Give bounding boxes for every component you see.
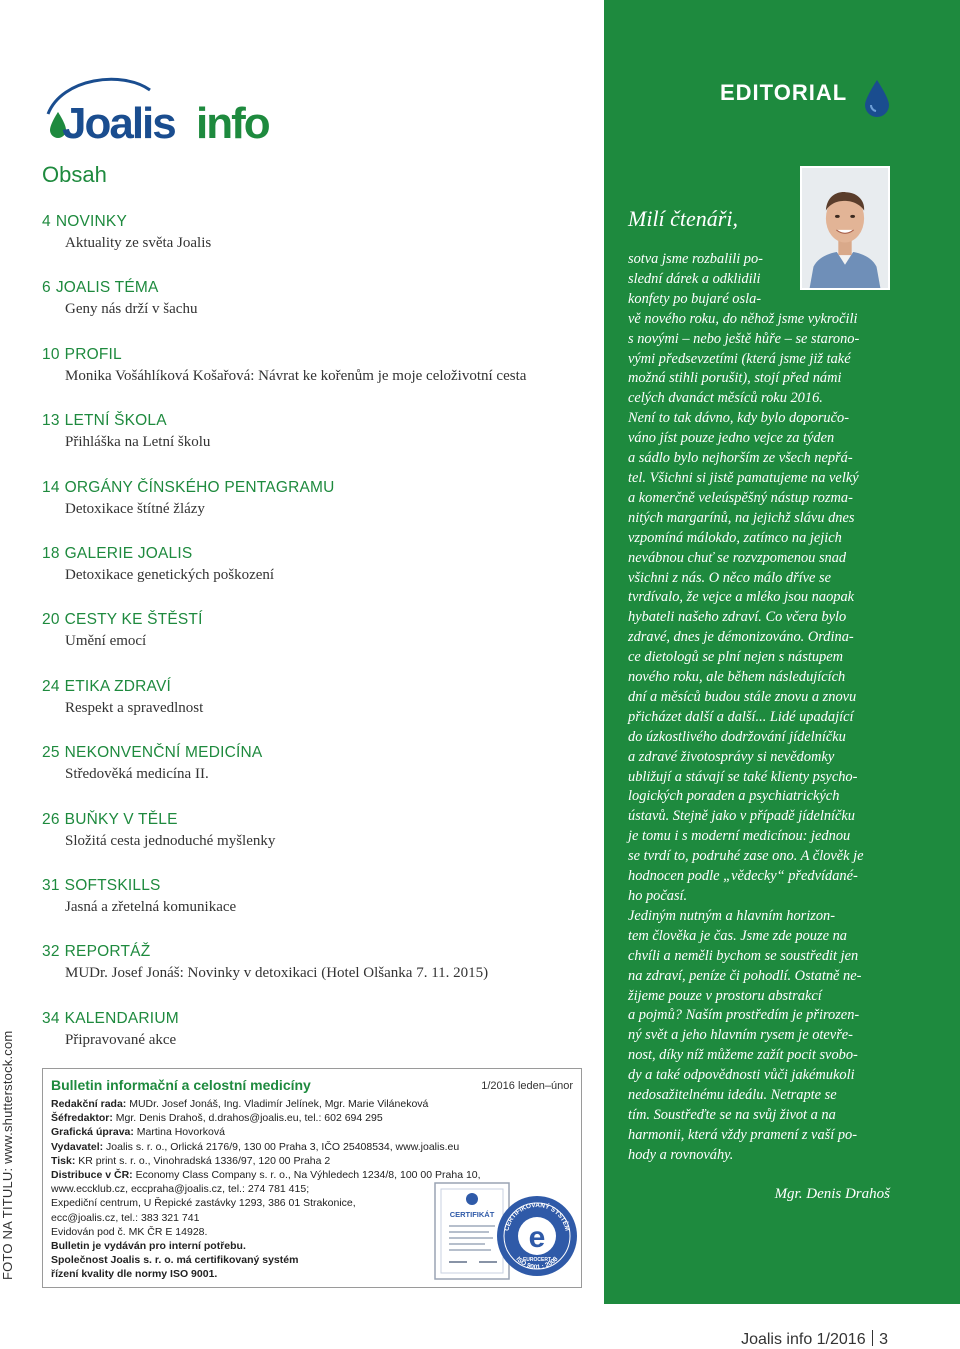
toc-item[interactable]	[42, 278, 582, 344]
toc-section-title: LETNÍ ŠKOLA	[64, 412, 167, 430]
editorial-line: vě nového roku, do něhož jsme vykročili	[628, 310, 858, 327]
imprint-text: Mgr. Denis Drahoš, d.drahos@joalis.eu, tel.: 602 694 295	[112, 1112, 383, 1125]
editorial-line: ubližují a stávají se také klienty psycho-	[628, 768, 858, 785]
toc-item[interactable]	[42, 212, 582, 278]
toc-item[interactable]	[42, 478, 582, 544]
editorial-line: hybateli našeho zdraví. Co včera bylo	[628, 609, 847, 626]
toc-section-title: NOVINKY	[55, 213, 127, 230]
toc-subtitle: Umění emocí	[65, 633, 147, 650]
footer-publication: Joalis info 1/2016	[741, 1331, 866, 1348]
toc-item[interactable]	[42, 876, 582, 942]
editorial-line: sotva jsme rozbalili po-	[628, 251, 763, 267]
editorial-line: ústavů. Stejně jako v případě jídelníčku	[628, 808, 855, 825]
imprint-box	[42, 1068, 582, 1288]
toc-item[interactable]	[42, 743, 582, 809]
editorial-line: žijeme pouze v prostoru abstrakcí	[628, 987, 822, 1004]
toc-section-title: REPORTÁŽ	[64, 943, 151, 961]
editorial-line: vými předsevzetími (která jsme již také	[628, 350, 851, 367]
toc-title: Obsah	[42, 162, 107, 187]
editorial-signature: Mgr. Denis Drahoš	[774, 1186, 890, 1202]
imprint-text: Economy Class Company s. r. o., Na Výhledech 1234/8, 100 00 Praha 10,	[132, 1169, 481, 1182]
imprint-label: Vydavatel:	[51, 1140, 104, 1153]
editorial-line: nitých margarínů, na jejichž slávu dnes	[628, 509, 855, 526]
page-footer	[741, 1330, 888, 1349]
logo-text-joalis: Joalis	[62, 99, 175, 148]
editorial-line: Není to tak dávno, kdy bylo doporučo-	[628, 410, 850, 427]
toc-page-number: 32	[42, 943, 60, 961]
editorial-line: dy a také odpovědnosti vůči jakémukoli	[628, 1067, 855, 1084]
editorial-line: a komerčně veleúspěšný nástup rozma-	[628, 489, 853, 506]
imprint-label: Redakční rada:	[51, 1098, 127, 1110]
toc-section-title: ORGÁNY ČÍNSKÉHO PENTAGRAMU	[64, 478, 335, 496]
toc-section-title: PROFIL	[64, 345, 122, 363]
toc-section-title: JOALIS TÉMA	[55, 279, 159, 297]
toc-item[interactable]	[42, 677, 582, 743]
editorial-line: a pojmů? Naším prostředím je přirozen-	[628, 1007, 860, 1024]
editorial-line: nevábnou chuť se rozvzpomenou snad	[628, 549, 847, 566]
seal-bottom-text: ISO 9001 : 2008	[514, 1255, 560, 1272]
toc-section-title: ETIKA ZDRAVÍ	[64, 677, 171, 695]
imprint-label: Šéfredaktor:	[51, 1112, 113, 1125]
editorial-line: a sádlo bylo nejhorším ze všech nepřá-	[628, 450, 853, 467]
editorial-line: váno jíst pouze jedno vejce za týden	[628, 430, 835, 447]
footer-separator	[872, 1330, 874, 1346]
toc-section-title: NEKONVENČNÍ MEDICÍNA	[64, 744, 263, 762]
editorial-line: všichni z nás. O něco málo dříve se	[628, 569, 832, 586]
toc-subtitle: Složitá cesta jednoduché myšlenky	[65, 832, 276, 849]
toc-page-number: 26	[42, 810, 60, 828]
toc-page-number: 6	[42, 279, 51, 297]
editorial-line: hody a rovnováhy.	[628, 1146, 734, 1163]
toc-page-number: 34	[42, 1009, 60, 1027]
editorial-line: ný svět a jeho hlavním rysem je otevře-	[628, 1027, 853, 1044]
editorial-line: ho počasí.	[628, 888, 688, 904]
imprint-label: Distribuce v ČR:	[51, 1169, 133, 1182]
eurocert-seal-icon	[496, 1195, 578, 1277]
toc-subtitle: Respekt a spravedlnost	[65, 699, 204, 716]
toc-item[interactable]	[42, 544, 582, 610]
editorial-line: tím. Soustřeďte se na svůj život a na	[628, 1106, 836, 1123]
toc-subtitle: Připravované akce	[65, 1031, 177, 1048]
imprint-line	[51, 1154, 521, 1168]
imprint-line	[51, 1097, 521, 1111]
editorial-line: tvrdívalo, že vejce a mléko jsou naopak	[628, 589, 855, 606]
logo-text-info: info	[196, 99, 269, 148]
seal-top-text: CERTIFIKOVANÝ SYSTÉM	[503, 1201, 571, 1232]
editorial-line: hodnocen podle „vědecky“ předvídané-	[628, 868, 858, 885]
page-number: 3	[879, 1331, 888, 1348]
toc-page-number: 18	[42, 544, 60, 562]
joalis-info-logo	[42, 68, 282, 148]
toc-section-title: GALERIE JOALIS	[64, 544, 193, 562]
toc-item[interactable]	[42, 610, 582, 676]
editorial-line: harmonii, která vždy pramení z vaší po-	[628, 1126, 858, 1143]
toc-page-number: 4	[42, 213, 51, 230]
toc-page-number: 20	[42, 611, 60, 629]
editorial-greeting: Milí čtenáři,	[628, 206, 738, 231]
editorial-line: se tvrdí to, podruhé zase ono. A člověk je	[628, 848, 864, 865]
imprint-text: ecc@joalis.cz, tel.: 383 321 741	[51, 1211, 200, 1224]
toc-page-number: 14	[42, 478, 60, 496]
imprint-text: Evidován pod č. MK ČR E 14928.	[51, 1225, 208, 1238]
imprint-label: Společnost Joalis s. r. o. má certifikovaný systém	[51, 1254, 299, 1267]
certificate-label: CERTIFIKÁT	[449, 1210, 495, 1219]
issue-label: 1/2016 leden–únor	[481, 1080, 573, 1092]
imprint-line	[51, 1125, 521, 1139]
drop-icon	[862, 78, 892, 118]
svg-text:e: e	[528, 1221, 546, 1254]
imprint-text: KR print s. r. o., Vinohradská 1336/97, 120 00 Praha 2	[75, 1154, 331, 1167]
toc-section-title: SOFTSKILLS	[64, 876, 161, 894]
editorial-line: s novými – nebo ještě hůře – se starono-	[628, 330, 860, 347]
editorial-line: zdravé, dnes je démonizováno. Ordina-	[628, 629, 854, 646]
editorial-body	[628, 250, 892, 1166]
editorial-line: možná stihli porušit), stojí před námi	[628, 370, 842, 387]
cover-photo-credit: FOTO NA TITULU: www.shutterstock.com	[0, 1030, 15, 1280]
imprint-text: Expediční centrum, U Řepické zastávky 1293, 386 01 Strakonice,	[51, 1197, 356, 1210]
toc-item[interactable]	[42, 1009, 582, 1075]
editorial-line: je tomu i s moderní medicínou: jednou	[628, 828, 851, 845]
toc-subtitle: Jasná a zřetelná komunikace	[65, 898, 237, 915]
editorial-line: nost, díky níž můžeme zažít pocit svobo-	[628, 1047, 858, 1064]
imprint-text: Joalis s. r. o., Orlická 2176/9, 130 00 Praha 3, IČO 25408534, www.joalis.eu	[103, 1140, 460, 1153]
toc-item[interactable]	[42, 810, 582, 876]
toc-subtitle: Aktuality ze světa Joalis	[65, 235, 212, 251]
editorial-line: ce dietologů se plní nejen s nástupem	[628, 649, 844, 666]
imprint-text: Martina Hovorková	[133, 1126, 225, 1139]
imprint-title: Bulletin informační a celostní medicíny	[51, 1077, 311, 1093]
toc-section-title: BUŇKY V TĚLE	[64, 810, 178, 828]
toc-page-number: 10	[42, 345, 60, 363]
editorial-line: tel. Všichni si jistě pamatujeme na velký	[628, 469, 859, 486]
editorial-line: vzpomíná málokdo, zatímco na jejich	[628, 529, 842, 546]
editorial-line: a zdravé životosprávy si nevědomky	[628, 748, 835, 765]
editorial-line: slední dárek a odklidili	[628, 270, 761, 287]
editorial-line: logických poraden a psychiatrických	[628, 788, 840, 805]
toc-page-number: 13	[42, 412, 60, 430]
imprint-label: Tisk:	[51, 1154, 76, 1167]
editorial-line: Jediným nutným a hlavním horizon-	[628, 907, 836, 924]
toc-page-number: 24	[42, 677, 60, 695]
toc-subtitle: Monika Vošáhlíková Košařová: Návrat ke kořenům je moje celoživotní cesta	[65, 367, 527, 384]
imprint-text: MUDr. Josef Jonáš, Ing. Vladimír Jelínek, Mgr. Marie Viláneková	[126, 1098, 429, 1110]
toc-page-number: 31	[42, 876, 60, 894]
editorial-line: nového roku, ale během následujících	[628, 669, 846, 686]
editorial-line: celých dvanáct měsíců roku 2016.	[628, 390, 823, 407]
editorial-header: EDITORIAL	[720, 80, 848, 105]
imprint-text: www.eccklub.cz, eccpraha@joalis.cz, tel.: 274 781 415;	[51, 1183, 310, 1196]
toc-page-number: 25	[42, 744, 60, 762]
table-of-contents	[42, 212, 582, 1075]
toc-section-title: CESTY KE ŠTĚSTÍ	[64, 611, 203, 629]
editorial-line: na zdraví, peníze či pohodlí. Ostatně ne-	[628, 967, 862, 984]
toc-item[interactable]	[42, 411, 582, 477]
editorial-line: dní a měsíců budou stále znovu a znovu	[628, 688, 857, 705]
imprint-label: Bulletin je vydáván pro interní potřebu.	[51, 1240, 246, 1253]
editorial-line: přicházet další a další... Lidé upadající	[628, 708, 854, 725]
editorial-line: konfety po bujaré osla-	[628, 290, 762, 307]
toc-subtitle: Geny nás drží v šachu	[65, 301, 198, 318]
toc-item[interactable]	[42, 942, 582, 1008]
imprint-label: řízení kvality dle normy ISO 9001.	[51, 1268, 218, 1281]
imprint-line	[51, 1111, 521, 1125]
toc-subtitle: Detoxikace genetických poškození	[65, 566, 275, 583]
editorial-line: nedosažitelnému ideálu. Netrapte se	[628, 1087, 837, 1104]
toc-item[interactable]	[42, 345, 582, 411]
seal-brand-text: EUROCERT	[522, 1257, 552, 1263]
imprint-label: Grafická úprava:	[51, 1126, 134, 1139]
toc-subtitle: Středověká medicína II.	[65, 766, 209, 783]
toc-subtitle: Přihláška na Letní školu	[65, 434, 211, 451]
editorial-line: do úzkostlivého dodržování jídelníčku	[628, 728, 846, 745]
editorial-line: tem člověka je čas. Jsme zde pouze na	[628, 927, 847, 944]
editorial-line: chvíli a neměli bychom se soustředit jen	[628, 947, 859, 964]
imprint-line	[51, 1140, 521, 1154]
toc-subtitle: MUDr. Josef Jonáš: Novinky v detoxikaci (Hotel Olšanka 7. 11. 2015)	[65, 965, 489, 982]
toc-section-title: KALENDARIUM	[64, 1009, 179, 1027]
toc-subtitle: Detoxikace štítné žlázy	[65, 500, 205, 517]
